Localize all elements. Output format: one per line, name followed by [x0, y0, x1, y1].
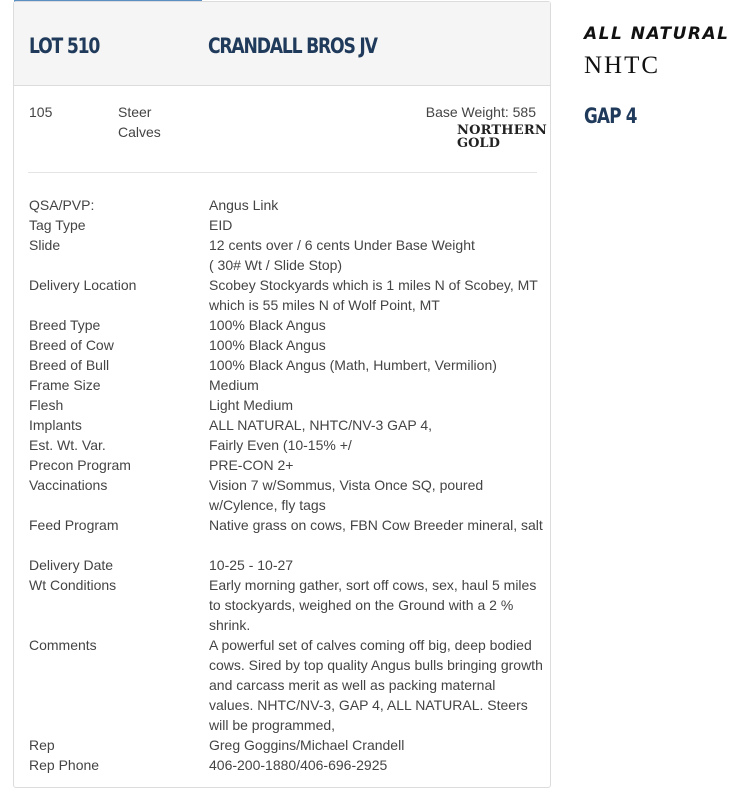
cattle-kind-line2: Calves	[118, 124, 161, 140]
detail-value: Greg Goggins/Michael Crandell	[209, 737, 405, 753]
detail-value: Scobey Stockyards which is 1 miles N of Scobey, MT which is 55 miles N of Wolf Point, MT	[209, 277, 538, 313]
detail-value: ALL NATURAL, NHTC/NV-3 GAP 4,	[209, 417, 433, 433]
detail-label: Breed of Cow	[29, 337, 114, 353]
detail-label: Est. Wt. Var.	[29, 437, 106, 453]
detail-value: Native grass on cows, FBN Cow Breeder mineral, salt	[209, 517, 543, 533]
detail-value: 100% Black Angus (Math, Humbert, Vermilion)	[209, 357, 497, 373]
detail-label: Tag Type	[29, 217, 86, 233]
gap-badge: GAP 4	[584, 104, 637, 128]
detail-label: Delivery Location	[29, 277, 137, 293]
detail-label: Breed Type	[29, 317, 101, 333]
lot-card	[13, 1, 551, 788]
detail-value: 12 cents over / 6 cents Under Base Weight ( 30# Wt / Slide Stop)	[209, 237, 475, 273]
detail-label: Breed of Bull	[29, 357, 110, 373]
detail-value: EID	[209, 217, 233, 233]
detail-value: A powerful set of calves coming off big, deep bodied cows. Sired by top quality Angus bulls bringing growth and carcass merit as well as packing maternal values. NHTC/NV-3, GAP 4, ALL NATURAL. Steers will be programmed,	[209, 637, 543, 733]
detail-value: 406-200-1880/406-696-2925	[209, 757, 388, 773]
cattle-kind	[118, 102, 161, 142]
detail-label: Implants	[29, 417, 82, 433]
detail-label: Frame Size	[29, 377, 101, 393]
summary-divider	[28, 172, 537, 173]
detail-label: Flesh	[29, 397, 64, 413]
detail-label: Feed Program	[29, 517, 119, 533]
northern-gold-logo	[457, 123, 547, 154]
detail-label: Slide	[29, 237, 61, 253]
detail-label: Delivery Date	[29, 557, 114, 573]
all-natural-badge: ALL NATURAL	[584, 24, 730, 44]
detail-value: 100% Black Angus	[209, 337, 326, 353]
detail-label: Wt Conditions	[29, 577, 117, 593]
detail-value: 100% Black Angus	[209, 317, 326, 333]
detail-value: PRE-CON 2+	[209, 457, 294, 473]
head-count: 105	[29, 104, 53, 120]
detail-value: 10-25 - 10-27	[209, 557, 294, 573]
lot-card-header	[14, 2, 550, 86]
detail-value: Medium	[209, 377, 259, 393]
base-weight: Base Weight: 585	[425, 104, 536, 120]
detail-label: Rep	[29, 737, 55, 753]
detail-value: Light Medium	[209, 397, 294, 413]
detail-label: QSA/PVP:	[29, 197, 95, 213]
detail-label: Comments	[29, 637, 97, 653]
detail-value: Vision 7 w/Sommus, Vista Once SQ, poured w/Cylence, fly tags	[209, 477, 484, 513]
detail-label: Precon Program	[29, 457, 131, 473]
nhtc-badge: NHTC	[584, 52, 661, 79]
seller-name: CRANDALL BROS JV	[208, 34, 377, 58]
detail-label: Vaccinations	[29, 477, 108, 493]
detail-value: Angus Link	[209, 197, 279, 213]
logo-text-northern: NORTHERN	[457, 123, 547, 138]
detail-label: Rep Phone	[29, 757, 100, 773]
detail-value: Early morning gather, sort off cows, sex, haul 5 miles to stockyards, weighed on the Ground with a 2 % shrink.	[209, 577, 537, 633]
detail-value: Fairly Even (10-15% +/	[209, 437, 352, 453]
cattle-kind-line1: Steer	[118, 104, 152, 120]
lot-number: LOT 510	[29, 34, 100, 58]
logo-text-gold: GOLD	[457, 136, 500, 151]
